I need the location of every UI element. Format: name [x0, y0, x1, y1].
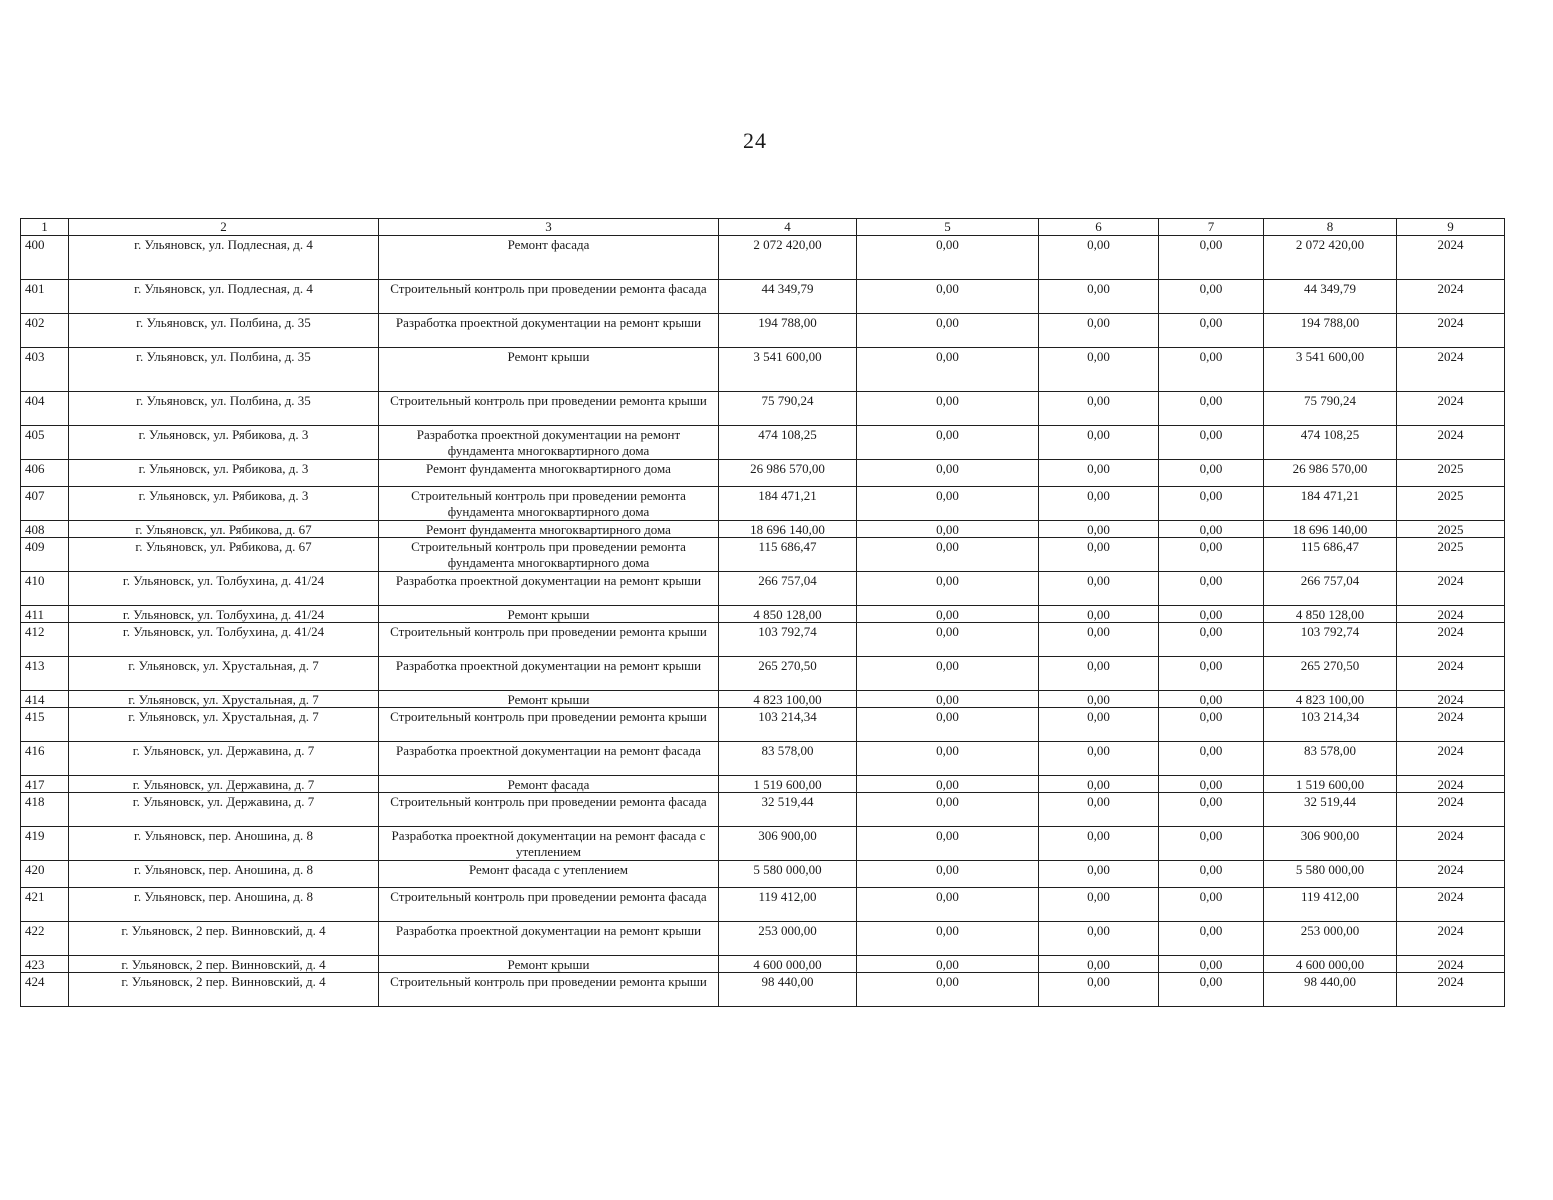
amount-col8-cell: 18 696 140,00: [1264, 521, 1397, 538]
year-cell: 2024: [1397, 888, 1505, 922]
address-cell: г. Ульяновск, ул. Хрустальная, д. 7: [69, 691, 379, 708]
amount-col6-cell: 0,00: [1039, 538, 1159, 572]
table-row: [21, 793, 1505, 827]
amount-col8-cell: 103 214,34: [1264, 708, 1397, 742]
row-number: 406: [21, 460, 69, 487]
column-header: 2: [69, 219, 379, 236]
row-number: 424: [21, 973, 69, 1007]
column-header: 7: [1159, 219, 1264, 236]
amount-col4-cell: 75 790,24: [719, 392, 857, 426]
table-row: [21, 691, 1505, 708]
row-number: 420: [21, 861, 69, 888]
row-number: 421: [21, 888, 69, 922]
amount-col5-cell: 0,00: [857, 742, 1039, 776]
address-cell: г. Ульяновск, ул. Толбухина, д. 41/24: [69, 572, 379, 606]
amount-col7-cell: 0,00: [1159, 426, 1264, 460]
amount-col7-cell: 0,00: [1159, 236, 1264, 280]
year-cell: 2024: [1397, 280, 1505, 314]
amount-col5-cell: 0,00: [857, 572, 1039, 606]
amount-col4-cell: 32 519,44: [719, 793, 857, 827]
row-number: 415: [21, 708, 69, 742]
amount-col7-cell: 0,00: [1159, 623, 1264, 657]
row-number: 411: [21, 606, 69, 623]
amount-col8-cell: 194 788,00: [1264, 314, 1397, 348]
year-cell: 2024: [1397, 572, 1505, 606]
address-cell: г. Ульяновск, ул. Полбина, д. 35: [69, 392, 379, 426]
year-cell: 2024: [1397, 793, 1505, 827]
amount-col5-cell: 0,00: [857, 348, 1039, 392]
amount-col7-cell: 0,00: [1159, 280, 1264, 314]
amount-col5-cell: 0,00: [857, 691, 1039, 708]
amount-col5-cell: 0,00: [857, 973, 1039, 1007]
address-cell: г. Ульяновск, 2 пер. Винновский, д. 4: [69, 956, 379, 973]
year-cell: 2024: [1397, 827, 1505, 861]
amount-col5-cell: 0,00: [857, 708, 1039, 742]
amount-col5-cell: 0,00: [857, 623, 1039, 657]
year-cell: 2025: [1397, 538, 1505, 572]
amount-col7-cell: 0,00: [1159, 973, 1264, 1007]
row-number: 407: [21, 487, 69, 521]
amount-col6-cell: 0,00: [1039, 776, 1159, 793]
row-number: 418: [21, 793, 69, 827]
table-row: [21, 392, 1505, 426]
table-row: [21, 280, 1505, 314]
address-cell: г. Ульяновск, пер. Аношина, д. 8: [69, 888, 379, 922]
work-type-cell: Строительный контроль при проведении ремонта фасада: [379, 280, 719, 314]
amount-col5-cell: 0,00: [857, 827, 1039, 861]
year-cell: 2024: [1397, 922, 1505, 956]
amount-col6-cell: 0,00: [1039, 742, 1159, 776]
row-number: 413: [21, 657, 69, 691]
amount-col4-cell: 115 686,47: [719, 538, 857, 572]
amount-col6-cell: 0,00: [1039, 606, 1159, 623]
address-cell: г. Ульяновск, ул. Хрустальная, д. 7: [69, 708, 379, 742]
amount-col7-cell: 0,00: [1159, 606, 1264, 623]
amount-col8-cell: 4 600 000,00: [1264, 956, 1397, 973]
amount-col4-cell: 265 270,50: [719, 657, 857, 691]
amount-col7-cell: 0,00: [1159, 827, 1264, 861]
amount-col6-cell: 0,00: [1039, 348, 1159, 392]
amount-col8-cell: 115 686,47: [1264, 538, 1397, 572]
year-cell: 2024: [1397, 973, 1505, 1007]
amount-col5-cell: 0,00: [857, 657, 1039, 691]
amount-col8-cell: 4 850 128,00: [1264, 606, 1397, 623]
work-type-cell: Строительный контроль при проведении ремонта крыши: [379, 708, 719, 742]
amount-col4-cell: 194 788,00: [719, 314, 857, 348]
row-number: 405: [21, 426, 69, 460]
year-cell: 2024: [1397, 348, 1505, 392]
work-type-cell: Разработка проектной документации на ремонт фундамента многоквартирного дома: [379, 426, 719, 460]
work-type-cell: Разработка проектной документации на ремонт фасада: [379, 742, 719, 776]
amount-col7-cell: 0,00: [1159, 572, 1264, 606]
amount-col6-cell: 0,00: [1039, 922, 1159, 956]
table-row: [21, 888, 1505, 922]
table-row: [21, 538, 1505, 572]
amount-col5-cell: 0,00: [857, 956, 1039, 973]
address-cell: г. Ульяновск, ул. Рябикова, д. 67: [69, 538, 379, 572]
row-number: 416: [21, 742, 69, 776]
amount-col4-cell: 4 850 128,00: [719, 606, 857, 623]
table-row: [21, 742, 1505, 776]
work-type-cell: Ремонт крыши: [379, 606, 719, 623]
amount-col6-cell: 0,00: [1039, 691, 1159, 708]
amount-col7-cell: 0,00: [1159, 922, 1264, 956]
amount-col4-cell: 103 792,74: [719, 623, 857, 657]
work-type-cell: Ремонт фасада: [379, 236, 719, 280]
row-number: 404: [21, 392, 69, 426]
amount-col4-cell: 4 823 100,00: [719, 691, 857, 708]
table-row: [21, 572, 1505, 606]
amount-col4-cell: 44 349,79: [719, 280, 857, 314]
amount-col7-cell: 0,00: [1159, 487, 1264, 521]
year-cell: 2024: [1397, 392, 1505, 426]
row-number: 401: [21, 280, 69, 314]
amount-col8-cell: 103 792,74: [1264, 623, 1397, 657]
amount-col5-cell: 0,00: [857, 538, 1039, 572]
amount-col7-cell: 0,00: [1159, 956, 1264, 973]
table-row: [21, 236, 1505, 280]
table-row: [21, 426, 1505, 460]
amount-col8-cell: 119 412,00: [1264, 888, 1397, 922]
address-cell: г. Ульяновск, ул. Державина, д. 7: [69, 793, 379, 827]
table-row: [21, 956, 1505, 973]
amount-col8-cell: 83 578,00: [1264, 742, 1397, 776]
amount-col6-cell: 0,00: [1039, 314, 1159, 348]
address-cell: г. Ульяновск, ул. Подлесная, д. 4: [69, 236, 379, 280]
amount-col6-cell: 0,00: [1039, 793, 1159, 827]
table-row: [21, 348, 1505, 392]
amount-col5-cell: 0,00: [857, 793, 1039, 827]
amount-col7-cell: 0,00: [1159, 538, 1264, 572]
amount-col6-cell: 0,00: [1039, 827, 1159, 861]
amount-col6-cell: 0,00: [1039, 623, 1159, 657]
row-number: 422: [21, 922, 69, 956]
amount-col8-cell: 1 519 600,00: [1264, 776, 1397, 793]
table-row: [21, 657, 1505, 691]
amount-col7-cell: 0,00: [1159, 348, 1264, 392]
column-header: 5: [857, 219, 1039, 236]
amount-col7-cell: 0,00: [1159, 776, 1264, 793]
amount-col4-cell: 1 519 600,00: [719, 776, 857, 793]
amount-col6-cell: 0,00: [1039, 236, 1159, 280]
address-cell: г. Ульяновск, пер. Аношина, д. 8: [69, 861, 379, 888]
amount-col7-cell: 0,00: [1159, 691, 1264, 708]
work-type-cell: Строительный контроль при проведении ремонта крыши: [379, 623, 719, 657]
year-cell: 2024: [1397, 426, 1505, 460]
amount-col7-cell: 0,00: [1159, 861, 1264, 888]
table-row: [21, 776, 1505, 793]
amount-col5-cell: 0,00: [857, 487, 1039, 521]
amount-col5-cell: 0,00: [857, 521, 1039, 538]
work-type-cell: Строительный контроль при проведении ремонта фасада: [379, 888, 719, 922]
address-cell: г. Ульяновск, ул. Полбина, д. 35: [69, 348, 379, 392]
row-number: 419: [21, 827, 69, 861]
row-number: 403: [21, 348, 69, 392]
amount-col4-cell: 2 072 420,00: [719, 236, 857, 280]
amount-col4-cell: 3 541 600,00: [719, 348, 857, 392]
address-cell: г. Ульяновск, 2 пер. Винновский, д. 4: [69, 922, 379, 956]
amount-col8-cell: 26 986 570,00: [1264, 460, 1397, 487]
amount-col4-cell: 119 412,00: [719, 888, 857, 922]
amount-col6-cell: 0,00: [1039, 521, 1159, 538]
table-row: [21, 606, 1505, 623]
amount-col6-cell: 0,00: [1039, 861, 1159, 888]
amount-col7-cell: 0,00: [1159, 888, 1264, 922]
year-cell: 2024: [1397, 861, 1505, 888]
amount-col4-cell: 306 900,00: [719, 827, 857, 861]
amount-col4-cell: 26 986 570,00: [719, 460, 857, 487]
amount-col5-cell: 0,00: [857, 314, 1039, 348]
column-header: 9: [1397, 219, 1505, 236]
amount-col8-cell: 184 471,21: [1264, 487, 1397, 521]
amount-col5-cell: 0,00: [857, 426, 1039, 460]
address-cell: г. Ульяновск, ул. Рябикова, д. 3: [69, 426, 379, 460]
work-type-cell: Строительный контроль при проведении ремонта крыши: [379, 392, 719, 426]
work-type-cell: Разработка проектной документации на ремонт крыши: [379, 922, 719, 956]
address-cell: г. Ульяновск, пер. Аношина, д. 8: [69, 827, 379, 861]
amount-col8-cell: 44 349,79: [1264, 280, 1397, 314]
amount-col8-cell: 474 108,25: [1264, 426, 1397, 460]
work-type-cell: Разработка проектной документации на ремонт крыши: [379, 572, 719, 606]
amount-col8-cell: 266 757,04: [1264, 572, 1397, 606]
amount-col8-cell: 32 519,44: [1264, 793, 1397, 827]
year-cell: 2024: [1397, 657, 1505, 691]
address-cell: г. Ульяновск, ул. Державина, д. 7: [69, 742, 379, 776]
year-cell: 2025: [1397, 460, 1505, 487]
amount-col6-cell: 0,00: [1039, 956, 1159, 973]
column-header: 1: [21, 219, 69, 236]
year-cell: 2024: [1397, 956, 1505, 973]
amount-col6-cell: 0,00: [1039, 708, 1159, 742]
amount-col6-cell: 0,00: [1039, 460, 1159, 487]
amount-col8-cell: 253 000,00: [1264, 922, 1397, 956]
amount-col4-cell: 18 696 140,00: [719, 521, 857, 538]
amount-col6-cell: 0,00: [1039, 392, 1159, 426]
table-row: [21, 521, 1505, 538]
table-row: [21, 861, 1505, 888]
table-row: [21, 460, 1505, 487]
table-row: [21, 973, 1505, 1007]
amount-col6-cell: 0,00: [1039, 280, 1159, 314]
work-type-cell: Ремонт фундамента многоквартирного дома: [379, 460, 719, 487]
address-cell: г. Ульяновск, ул. Державина, д. 7: [69, 776, 379, 793]
work-type-cell: Ремонт крыши: [379, 348, 719, 392]
row-number: 402: [21, 314, 69, 348]
address-cell: г. Ульяновск, ул. Подлесная, д. 4: [69, 280, 379, 314]
amount-col5-cell: 0,00: [857, 392, 1039, 426]
address-cell: г. Ульяновск, 2 пер. Винновский, д. 4: [69, 973, 379, 1007]
amount-col8-cell: 75 790,24: [1264, 392, 1397, 426]
year-cell: 2025: [1397, 521, 1505, 538]
work-type-cell: Строительный контроль при проведении ремонта фасада: [379, 793, 719, 827]
year-cell: 2024: [1397, 776, 1505, 793]
amount-col7-cell: 0,00: [1159, 657, 1264, 691]
work-type-cell: Ремонт фундамента многоквартирного дома: [379, 521, 719, 538]
amount-col7-cell: 0,00: [1159, 521, 1264, 538]
work-type-cell: Строительный контроль при проведении ремонта крыши: [379, 973, 719, 1007]
address-cell: г. Ульяновск, ул. Рябикова, д. 3: [69, 487, 379, 521]
amount-col6-cell: 0,00: [1039, 487, 1159, 521]
amount-col5-cell: 0,00: [857, 606, 1039, 623]
amount-col6-cell: 0,00: [1039, 572, 1159, 606]
amount-col4-cell: 253 000,00: [719, 922, 857, 956]
work-type-cell: Строительный контроль при проведении ремонта фундамента многоквартирного дома: [379, 538, 719, 572]
year-cell: 2024: [1397, 314, 1505, 348]
row-number: 410: [21, 572, 69, 606]
year-cell: 2024: [1397, 708, 1505, 742]
year-cell: 2025: [1397, 487, 1505, 521]
amount-col4-cell: 103 214,34: [719, 708, 857, 742]
amount-col5-cell: 0,00: [857, 460, 1039, 487]
page-number: 24: [743, 128, 767, 153]
amount-col4-cell: 5 580 000,00: [719, 861, 857, 888]
row-number: 423: [21, 956, 69, 973]
column-header: 6: [1039, 219, 1159, 236]
table-row: [21, 314, 1505, 348]
amount-col8-cell: 4 823 100,00: [1264, 691, 1397, 708]
amount-col4-cell: 83 578,00: [719, 742, 857, 776]
amount-col8-cell: 98 440,00: [1264, 973, 1397, 1007]
table-row: [21, 922, 1505, 956]
table-row: [21, 623, 1505, 657]
table-row: [21, 487, 1505, 521]
amount-col4-cell: 266 757,04: [719, 572, 857, 606]
amount-col4-cell: 98 440,00: [719, 973, 857, 1007]
amount-col5-cell: 0,00: [857, 776, 1039, 793]
amount-col4-cell: 474 108,25: [719, 426, 857, 460]
amount-col6-cell: 0,00: [1039, 657, 1159, 691]
column-number-row: [21, 219, 1505, 236]
amount-col6-cell: 0,00: [1039, 888, 1159, 922]
year-cell: 2024: [1397, 691, 1505, 708]
amount-col7-cell: 0,00: [1159, 314, 1264, 348]
table-row: [21, 708, 1505, 742]
year-cell: 2024: [1397, 742, 1505, 776]
address-cell: г. Ульяновск, ул. Полбина, д. 35: [69, 314, 379, 348]
amount-col4-cell: 184 471,21: [719, 487, 857, 521]
table-row: [21, 827, 1505, 861]
amount-col7-cell: 0,00: [1159, 793, 1264, 827]
row-number: 417: [21, 776, 69, 793]
year-cell: 2024: [1397, 606, 1505, 623]
amount-col5-cell: 0,00: [857, 236, 1039, 280]
amount-col5-cell: 0,00: [857, 861, 1039, 888]
work-type-cell: Разработка проектной документации на ремонт крыши: [379, 657, 719, 691]
work-type-cell: Ремонт крыши: [379, 691, 719, 708]
amount-col5-cell: 0,00: [857, 922, 1039, 956]
amount-col7-cell: 0,00: [1159, 460, 1264, 487]
amount-col5-cell: 0,00: [857, 888, 1039, 922]
work-type-cell: Разработка проектной документации на ремонт фасада с утеплением: [379, 827, 719, 861]
amount-col8-cell: 2 072 420,00: [1264, 236, 1397, 280]
address-cell: г. Ульяновск, ул. Рябикова, д. 67: [69, 521, 379, 538]
repair-register-table: [20, 218, 1505, 1007]
amount-col8-cell: 265 270,50: [1264, 657, 1397, 691]
amount-col5-cell: 0,00: [857, 280, 1039, 314]
work-type-cell: Ремонт фасада с утеплением: [379, 861, 719, 888]
address-cell: г. Ульяновск, ул. Хрустальная, д. 7: [69, 657, 379, 691]
amount-col7-cell: 0,00: [1159, 742, 1264, 776]
row-number: 408: [21, 521, 69, 538]
year-cell: 2024: [1397, 236, 1505, 280]
row-number: 400: [21, 236, 69, 280]
address-cell: г. Ульяновск, ул. Рябикова, д. 3: [69, 460, 379, 487]
amount-col8-cell: 3 541 600,00: [1264, 348, 1397, 392]
column-header: 3: [379, 219, 719, 236]
address-cell: г. Ульяновск, ул. Толбухина, д. 41/24: [69, 623, 379, 657]
work-type-cell: Строительный контроль при проведении ремонта фундамента многоквартирного дома: [379, 487, 719, 521]
amount-col8-cell: 5 580 000,00: [1264, 861, 1397, 888]
row-number: 414: [21, 691, 69, 708]
amount-col6-cell: 0,00: [1039, 426, 1159, 460]
column-header: 8: [1264, 219, 1397, 236]
year-cell: 2024: [1397, 623, 1505, 657]
work-type-cell: Разработка проектной документации на ремонт крыши: [379, 314, 719, 348]
column-header: 4: [719, 219, 857, 236]
row-number: 409: [21, 538, 69, 572]
amount-col7-cell: 0,00: [1159, 708, 1264, 742]
row-number: 412: [21, 623, 69, 657]
amount-col8-cell: 306 900,00: [1264, 827, 1397, 861]
amount-col7-cell: 0,00: [1159, 392, 1264, 426]
work-type-cell: Ремонт фасада: [379, 776, 719, 793]
amount-col6-cell: 0,00: [1039, 973, 1159, 1007]
address-cell: г. Ульяновск, ул. Толбухина, д. 41/24: [69, 606, 379, 623]
work-type-cell: Ремонт крыши: [379, 956, 719, 973]
amount-col4-cell: 4 600 000,00: [719, 956, 857, 973]
